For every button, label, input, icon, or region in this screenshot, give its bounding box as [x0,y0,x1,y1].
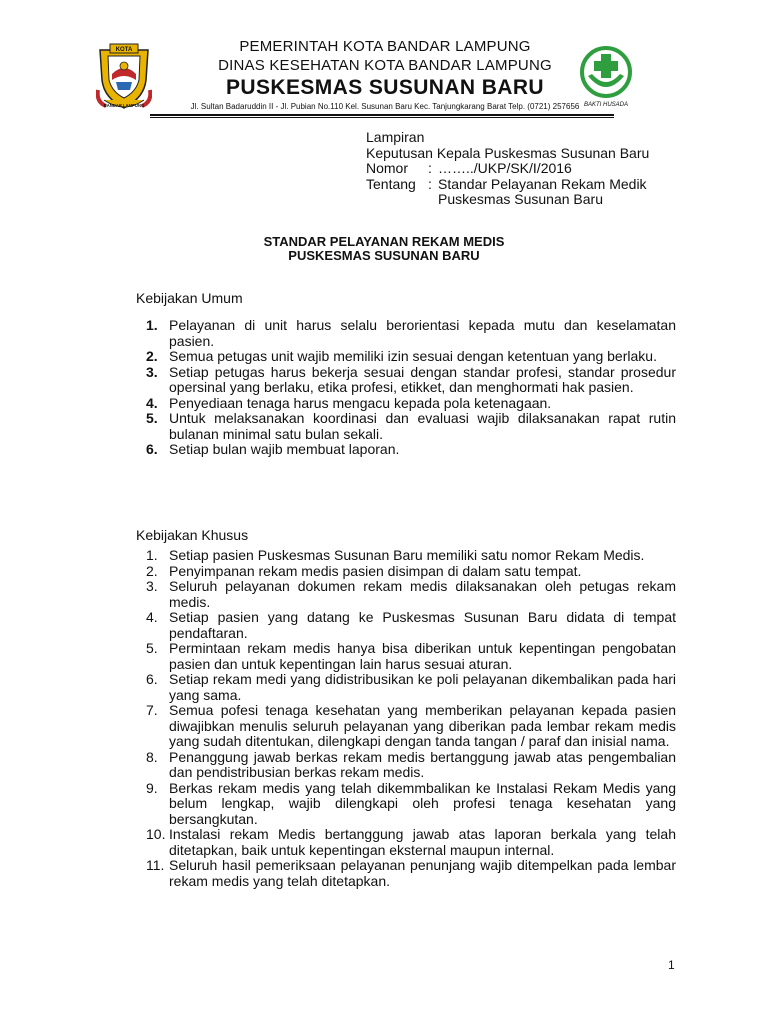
city-emblem-logo [96,40,152,112]
list-item-number: 2. [146,348,158,364]
list-item-text: Penyimpanan rekam medis pasien disimpan di dalam satu tempat. [169,562,582,579]
list-item [146,564,676,580]
list-item-number: 7. [146,702,158,718]
list-item-text: Seluruh pelayanan dokumen rekam medis dilaksanakan oleh petugas rekam medis. [169,578,676,610]
list-item [146,750,676,781]
list-item-text: Penyediaan tenaga harus mengacu kepada pola ketenagaan. [169,394,552,411]
list-item-text: Setiap bulan wajib membuat laporan. [169,441,400,457]
list-item [146,396,676,412]
list-item [146,703,676,750]
list-item-text: Seluruh hasil pemeriksaan pelayanan penunjang wajib ditempelkan pada lembar rekam medis yang telah ditetapkan. [169,857,676,889]
header-government-line: PEMERINTAH KOTA BANDAR LAMPUNG [239,38,531,55]
list-item-number: 4. [146,394,158,411]
attachment-heading: Lampiran [366,129,425,145]
list-item [146,365,676,396]
list-item-number: 6. [146,671,158,687]
attachment-tentang-value-continued: Puskesmas Susunan Baru [438,191,603,207]
list-item [146,548,676,564]
list-item-number: 6. [146,441,158,457]
list-item [146,672,676,703]
special-policy-list [146,548,676,889]
attachment-nomor-value: ……../UKP/SK/I/2016 [438,160,572,176]
list-item-text: Setiap pasien Puskesmas Susunan Baru memiliki satu nomor Rekam Medis. [169,547,645,563]
list-item-text: Berkas rekam medis yang telah dikemmbalikan ke Instalasi Rekam Medis yang belum lengkap, wajib dilengkapi oleh profesi tenaga kesehatan yang bersangkutan. [169,779,676,827]
logo-left-bottom-text: BANDAR LAMPUNG [103,103,145,108]
list-item-number: 5. [146,410,158,426]
special-policy-heading: Kebijakan Khusus [136,527,249,543]
attachment-tentang-separator: : [428,175,432,192]
header-puskesmas-name: PUSKESMAS SUSUNAN BARU [226,76,544,99]
list-item [146,781,676,828]
list-item-number: 3. [146,363,158,380]
attachment-tentang-label: Tentang [366,175,416,192]
list-item [146,411,676,442]
list-item-text: Setiap rekam medi yang didistribusikan ke poli pelayanan dikembalikan pada hari yang sama. [169,671,676,703]
list-item-text: Permintaan rekam medis hanya bisa diberikan untuk kepentingan pengobatan pasien dan untuk kepentingan lain harus sesuai aturan. [169,640,676,672]
attachment-tentang-value: Standar Pelayanan Rekam Medik [438,175,647,192]
list-item-text: Instalasi rekam Medis bertanggung jawab atas laporan berkala yang telah ditetapkan, baik untuk kepentingan eksternal maupun internal. [169,826,676,858]
page-number: 1 [668,958,675,972]
list-item [146,442,676,458]
list-item-number: 9. [146,779,158,796]
list-item-number: 3. [146,578,158,594]
header-divider-thick [150,114,614,116]
general-policy-heading: Kebijakan Umum [136,290,243,306]
attachment-decree: Keputusan Kepala Puskesmas Susunan Baru [366,144,650,161]
header-address: Jl. Sultan Badaruddin II - Jl. Pubian No.110 Kel. Susunan Baru Kec. Tanjungkarang Barat Telp. (0721) 257656 [190,102,580,111]
list-item-number: 11. [146,857,165,873]
list-item-number: 8. [146,748,158,765]
document-title: STANDAR PELAYANAN REKAM MEDIS [263,234,505,249]
logo-left-top-text: KOTA [115,47,133,53]
document-subtitle: PUSKESMAS SUSUNAN BARU [288,248,480,263]
list-item-number: 4. [146,609,158,625]
header-divider-thin [150,117,614,118]
general-policy-list [146,318,676,458]
list-item [146,318,676,349]
list-item-text: Setiap petugas harus bekerja sesuai dengan standar profesi, standar prosedur opersinal yang berlaku, etika profesi, etikket, dan menghormati hak pasien. [169,363,676,395]
attachment-nomor-label: Nomor [366,160,409,176]
list-item-text: Semua pofesi tenaga kesehatan yang memberikan pelayanan kepada pasien diwajibkan menulis seluruh pelayanan yang diberikan pada lembar rekam medis yang sudah ditentukan, dilengkapi dengan tanda tangan / paraf dan inisial nama. [169,702,676,749]
bakti-husada-logo [578,44,634,112]
list-item-text: Penanggung jawab berkas rekam medis bertanggung jawab atas pengembalian dan pendistribusian berkas rekam medis. [169,748,676,780]
logo-right-text: BAKTI HUSADA [583,102,629,108]
header-health-office-line: DINAS KESEHATAN KOTA BANDAR LAMPUNG [218,57,552,74]
list-item [146,858,676,889]
list-item [146,349,676,365]
list-item [146,827,676,858]
list-item-text: Untuk melaksanakan koordinasi dan evaluasi wajib dilaksanakan rapat rutin bulanan minimal satu bulan sekali. [169,410,676,442]
attachment-block [366,130,649,208]
list-item [146,641,676,672]
list-item-number: 1. [146,317,158,333]
list-item-text: Setiap pasien yang datang ke Puskesmas Susunan Baru didata di tempat pendaftaran. [169,609,676,641]
list-item [146,579,676,610]
list-item-text: Semua petugas unit wajib memiliki izin sesuai dengan ketentuan yang berlaku. [169,348,657,364]
list-item-text: Pelayanan di unit harus selalu berorientasi kepada mutu dan keselamatan pasien. [169,317,676,349]
list-item [146,610,676,641]
list-item-number: 1. [146,547,158,563]
attachment-nomor-separator: : [428,160,432,176]
list-item-number: 2. [146,562,158,579]
list-item-number: 10. [146,826,166,842]
list-item-number: 5. [146,640,158,656]
